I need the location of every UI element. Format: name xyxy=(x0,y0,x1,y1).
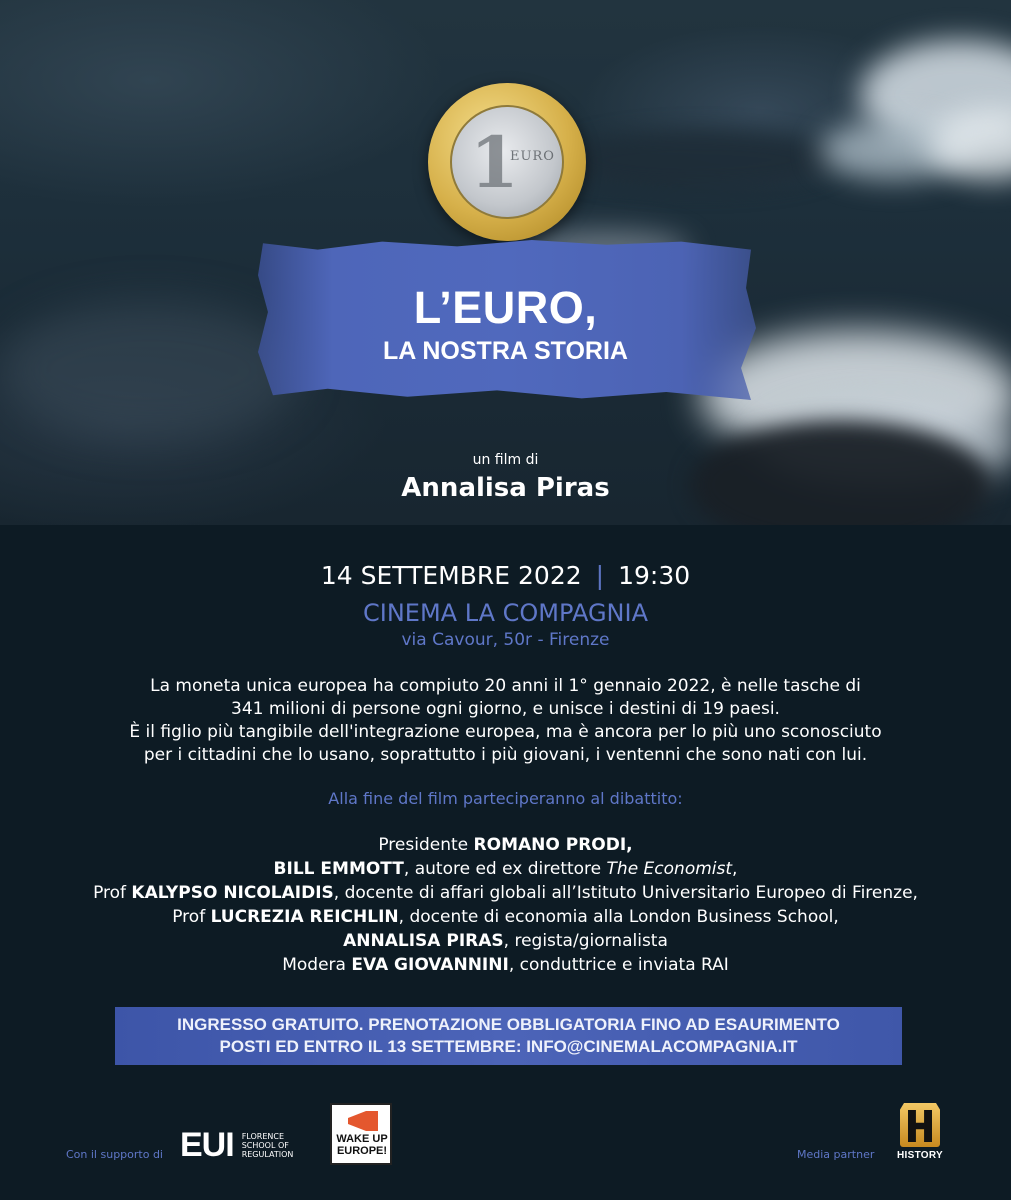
description-line: La moneta unica europea ha compiuto 20 anni il 1° gennaio 2022, è nelle tasche di xyxy=(150,676,861,696)
panelist-role: , regista/giornalista xyxy=(503,931,668,951)
panelist-name: KALYPSO NICOLAIDIS xyxy=(131,883,334,903)
wake-line: EUROPE! xyxy=(336,1145,388,1157)
eui-mark: EUI xyxy=(180,1125,234,1164)
panelist-line xyxy=(30,857,981,881)
panelist-name: EVA GIOVANNINI xyxy=(351,955,509,975)
description-line: per i cittadini che lo usano, soprattutto i più giovani, i ventenni che sono nati con lui. xyxy=(143,745,868,765)
event-date: 14 SETTEMBRE 2022 xyxy=(320,561,582,590)
panelist-role: , docente di affari globali all’Istituto Universitario Europeo di Firenze, xyxy=(333,883,918,903)
publication-name: The Economist xyxy=(606,859,733,879)
panelist-name: ANNALISA PIRAS xyxy=(343,931,504,951)
panelist-line xyxy=(30,953,981,977)
megaphone-icon xyxy=(348,1111,378,1131)
panelists-list xyxy=(30,833,981,977)
panelist-line xyxy=(30,833,981,857)
director-name: Annalisa Piras xyxy=(401,473,610,503)
panelist-role: , docente di economia alla London Business School, xyxy=(398,907,839,927)
panelist-name: BILL EMMOTT xyxy=(273,859,404,879)
venue-address: via Cavour, 50r - Firenze xyxy=(401,630,610,650)
wake-line: WAKE UP xyxy=(336,1133,388,1145)
film-title: L’EURO, xyxy=(413,282,598,333)
panelist-title: Presidente xyxy=(378,835,474,855)
coin-text: EURO xyxy=(510,149,555,164)
booking-banner xyxy=(115,1007,902,1065)
film-subtitle: LA NOSTRA STORIA xyxy=(383,337,628,365)
date-separator: | xyxy=(595,561,605,590)
cloud xyxy=(560,130,840,190)
booking-line: INGRESSO GRATUITO. PRENOTAZIONE OBBLIGATORIA FINO AD ESAURIMENTO xyxy=(177,1015,840,1034)
history-wordmark: HISTORY xyxy=(897,1150,943,1161)
panelist-title: Prof xyxy=(93,883,132,903)
panelist-line xyxy=(30,929,981,953)
hero-banner xyxy=(0,0,1011,525)
panelist-title: Prof xyxy=(172,907,211,927)
history-shield-icon xyxy=(900,1103,940,1147)
eui-logo-icon xyxy=(180,1125,293,1165)
media-partner-label: Media partner xyxy=(797,1148,875,1161)
panelist-line xyxy=(30,905,981,929)
coin-center xyxy=(450,105,564,219)
panelist-role: , autore ed ex direttore xyxy=(403,859,607,879)
wake-logo-text xyxy=(334,1133,390,1157)
panelist-role: , conduttrice e inviata RAI xyxy=(508,955,729,975)
history-logo-icon xyxy=(892,1103,948,1163)
eui-sub-line: REGULATION xyxy=(241,1149,294,1159)
event-datetime xyxy=(0,561,1011,590)
event-time: 19:30 xyxy=(618,561,691,590)
eui-sub-line: SCHOOL OF xyxy=(241,1140,289,1150)
byline-intro: un film di xyxy=(472,452,539,468)
euro-coin-icon xyxy=(428,83,586,241)
support-label: Con il supporto di xyxy=(66,1148,163,1161)
booking-line: POSTI ED ENTRO IL 13 SETTEMBRE: INFO@CINEMALACOMPAGNIA.IT xyxy=(219,1037,798,1056)
description-line: È il figlio più tangibile dell'integrazione europea, ma è ancora per lo più uno sconosciuto xyxy=(129,722,882,742)
panelist-name: ROMANO PRODI, xyxy=(473,835,633,855)
description-line: 341 milioni di persone ogni giorno, e unisce i destini di 19 paesi. xyxy=(231,699,780,719)
debate-heading: Alla fine del film parteciperanno al dibattito: xyxy=(328,789,683,808)
moderator-title: Modera xyxy=(282,955,352,975)
eui-subtitle xyxy=(242,1132,294,1159)
coin-value: 1 xyxy=(470,121,519,204)
wake-up-europe-logo-icon xyxy=(330,1103,392,1165)
film-description xyxy=(60,675,951,767)
panelist-line xyxy=(30,881,981,905)
panelist-name: LUCREZIA REICHLIN xyxy=(210,907,399,927)
venue-name: CINEMA LA COMPAGNIA xyxy=(362,599,648,627)
punctuation: , xyxy=(732,859,738,879)
eui-sub-line: FLORENCE xyxy=(241,1131,284,1141)
